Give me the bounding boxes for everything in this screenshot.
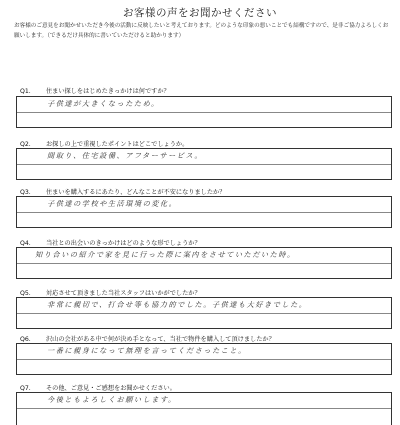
- question-number: Q5.: [20, 290, 31, 297]
- answer-text: 子供達の学校や生活環境の変化。: [47, 199, 178, 208]
- question-7: [20, 383, 390, 392]
- answer-rule: [17, 313, 391, 314]
- question-5: [20, 288, 390, 297]
- question-text: 当社との出会いのきっかけはどのような形でしょうか？: [46, 240, 201, 247]
- answer-rule: [17, 164, 391, 165]
- answer-text: 間取り、住宅設備、アフターサービス。: [47, 151, 204, 160]
- intro-text: お客様のご意見をお聞かせいただき今後の活動に反映したいと考えております。どのような印象の悪いことでも結構ですので、是非ご協力よろしくお願いします。（できるだけ具体的に書いていただけると助かります）: [14, 23, 389, 39]
- question-number: Q1.: [20, 88, 31, 95]
- answer-text: 今後ともよろしくお願いします。: [47, 395, 177, 404]
- question-4: [20, 238, 390, 247]
- question-1: [20, 86, 390, 95]
- question-number: Q6.: [20, 336, 31, 343]
- question-6: [20, 334, 390, 343]
- answer-rule: [17, 359, 391, 360]
- answer-box-6: [16, 343, 392, 375]
- answer-box-3: [16, 196, 392, 228]
- question-text: 対応させて頂きました当社スタッフはいかがでしたか？: [46, 290, 201, 297]
- question-2: [20, 139, 390, 148]
- question-number: Q7.: [20, 385, 31, 392]
- question-text: お探しの上で重視したポイントはどこでしょうか。: [46, 141, 189, 148]
- answer-box-1: [16, 96, 392, 128]
- answer-text: 子供達が大きくなったため。: [47, 99, 160, 108]
- question-number: Q3.: [20, 189, 31, 196]
- answer-rule: [17, 212, 391, 213]
- question-text: 住まいを購入するにあたり、どんなことが不安になりましたか？: [46, 189, 226, 196]
- page-title: お客様の声をお聞かせください: [123, 7, 277, 19]
- answer-text: 非常に親切で、打合せ等も協力的でした。子供達も大好きでした。: [47, 300, 308, 309]
- answer-text: 知り合いの紹介で家を見に行った際に案内をさせていただいた時。: [35, 250, 296, 259]
- question-text: その他、ご意見・ご感想をお聞かせください。: [46, 385, 176, 392]
- question-number: Q2.: [20, 141, 31, 148]
- question-number: Q4.: [20, 240, 31, 247]
- answer-box-5: [16, 297, 392, 329]
- question-text: 住まい探しをはじめたきっかけは何ですか？: [46, 88, 170, 95]
- answer-rule: [17, 408, 391, 409]
- question-text: 沢山の会社がある中で何が決め手となって、当社で物件を購入して頂けましたか？: [46, 336, 275, 343]
- answer-box-7: [16, 392, 392, 425]
- answer-text: 一番に親身になって無理を言ってくださったこと。: [47, 346, 247, 355]
- answer-box-4: [16, 247, 392, 279]
- answer-rule: [17, 112, 391, 113]
- question-3: [20, 187, 390, 196]
- answer-box-2: [16, 148, 392, 180]
- answer-rule: [17, 263, 391, 264]
